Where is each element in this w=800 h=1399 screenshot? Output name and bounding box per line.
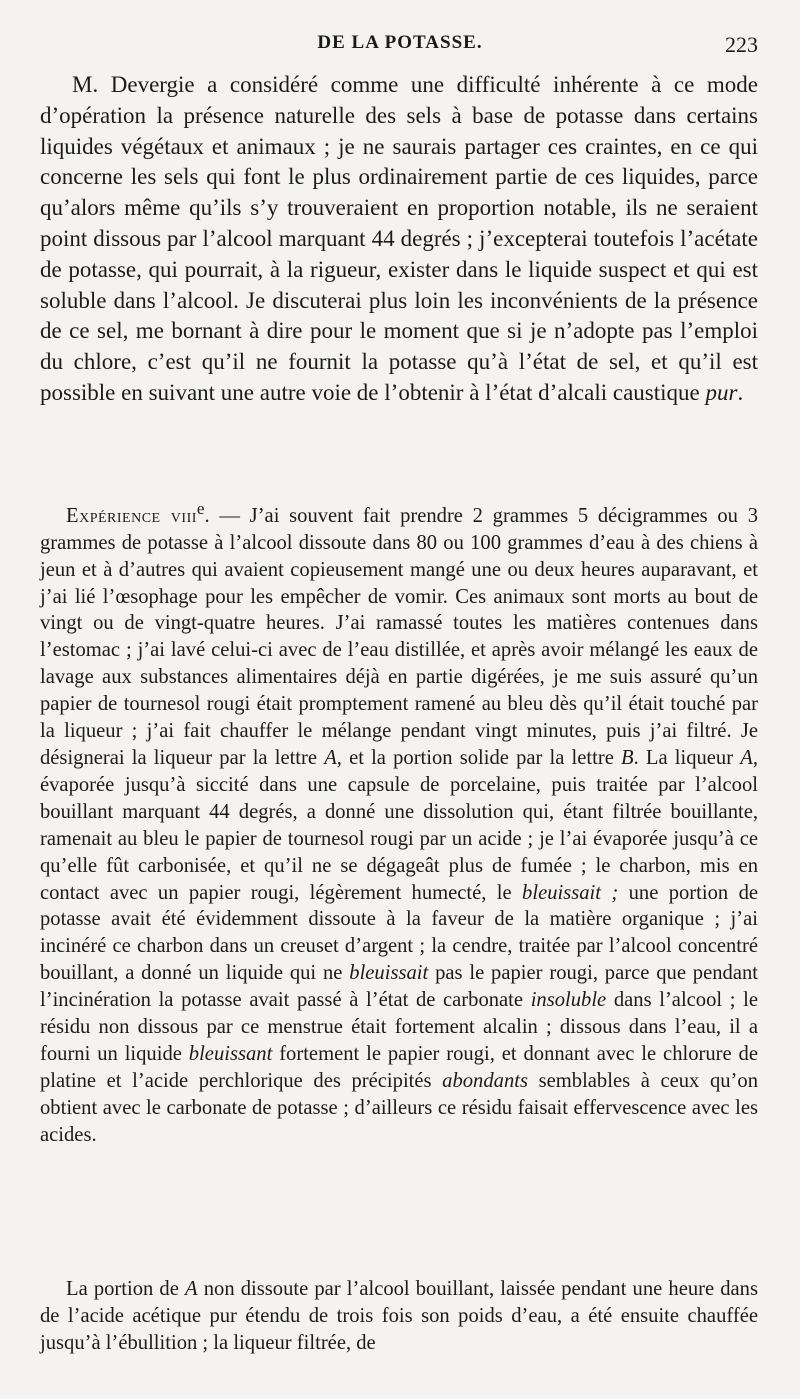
experience-heading-sup: e: [196, 499, 205, 518]
paragraph-text: dans l’alcool ; le résidu non dissous par ce menstrue était fortement alcalin ; dissous dans l’eau, il a fourni un liquide: [40, 989, 758, 1065]
italic-letter-a: A: [740, 747, 753, 770]
paragraph-text: . La liqueur: [633, 747, 734, 770]
italic-word-bleuissait: bleuissait ;: [522, 881, 619, 904]
paragraph-text: non dissoute par l’alcool bouillant, laissée pendant une heure dans de l’acide acétique pur étendu de trois fois son poids d’eau, a été ensuite chauffée jusqu’à l’ébullition ; la liqueur filtrée, de: [40, 1278, 758, 1354]
page-header: [40, 32, 760, 66]
paragraph-end-punct: .: [737, 379, 744, 405]
italic-word-bleuissant: bleuissant: [188, 1042, 273, 1065]
paragraph-text: , évaporée jusqu’à siccité dans une capsule de porcelaine, puis traitée par l’alcool bouillant marquant 44 degrés, a donné une dissolution qui, étant filtrée bouillante, ramenait au bleu le papier de tournesol rougi par un acide ; je l’ai évaporée jusqu’à ce qu’elle fût carbonisée, et qu’il ne se dégageât plus de fumée ; le charbon, mis en contact avec un papier rougi, légèrement humecté, le: [40, 747, 758, 904]
italic-letter-b: B: [621, 747, 634, 770]
paragraph-text: . — J’ai souvent fait prendre 2 grammes 5 décigrammes ou 3 grammes de potasse à l’alcool dissoute dans 80 ou 100 grammes d’eau à des chiens à jeun et à d’autres qui avaient copieusement mangé une ou deux heures auparavant, et j’ai lié l’œsophage pour les empêcher de vomir. Ces animaux sont morts au bout de vingt ou de vingt-quatre heures. J’ai ramassé toutes les matières contenues dans l’estomac ; j’ai lavé celui-ci avec de l’eau distillée, et après avoir mélangé les eaux de lavage aux substances alimentaires déjà en partie digérées, je me suis assuré qu’un papier de tournesol rougi était promptement ramené au bleu dès qu’il était touché par la liqueur ; j’ai fait chauffer le mélange pendant vingt minutes, puis j’ai filtré. Je désignerai la liqueur par la lettre: [40, 504, 758, 770]
page-number: 223: [725, 32, 758, 57]
paragraph-text: , et la portion solide par la lettre: [336, 747, 614, 770]
paragraph-text: fortement le papier rougi, et donnant avec le chlorure de platine et l’acide perchlorique des précipités: [40, 1042, 758, 1092]
italic-letter-a: A: [185, 1278, 198, 1300]
paragraph-text: pas le papier rougi, parce que pendant l’incinération la potasse avait passé à l’état de carbonate: [40, 962, 758, 1012]
paragraph-experience-viii: [40, 496, 758, 1149]
italic-word-insoluble: insoluble: [530, 989, 607, 1012]
running-head: DE LA POTASSE.: [317, 32, 483, 53]
italic-word-abondants: abondants: [442, 1069, 528, 1092]
paragraph-text: semblables à ceux qu’on obtient avec le carbonate de potasse ; d’ailleurs ce résidu faisait effervescence avec les acides.: [40, 1069, 758, 1146]
italic-letter-a: A: [324, 747, 337, 770]
paragraph-text: La portion de: [66, 1278, 179, 1300]
italic-word-pur: pur: [705, 379, 738, 405]
paragraph-portion-a: [40, 1276, 758, 1357]
paragraph-devergie: [40, 70, 758, 409]
italic-word-bleuissait: bleuissait: [349, 962, 429, 985]
experience-heading: Expérience viii: [66, 504, 197, 527]
paragraph-text: M. Devergie a considéré comme une difficulté inhérente à ce mode d’opération la présence naturelle des sels à base de potasse dans certains liquides végétaux et animaux ; je ne saurais partager ces craintes, en ce qui concerne les sels qui font le plus ordinairement partie de ces liquides, parce qu’alors même qu’ils s’y trouveraient en proportion notable, ils ne seraient point dissous par l’alcool marquant 44 degrés ; j’excepterai toutefois l’acétate de potasse, qui pourrait, à la rigueur, exister dans le liquide suspect et qui est soluble dans l’alcool. Je discuterai plus loin les inconvénients de la présence de ce sel, me bornant à dire pour le moment que si je n’adopte pas l’emploi du chlore, c’est qu’il ne fournit la potasse qu’à l’état de sel, et qu’il est possible en suivant une autre voie de l’obtenir à l’état d’alcali caustique: [40, 72, 758, 405]
paragraph-text: une portion de potasse avait été évidemment dissoute à la faveur de la matière organique ; j’ai incinéré ce charbon dans un creuset d’argent ; la cendre, traitée par l’alcool concentré bouillant, a donné un liquide qui ne: [40, 881, 759, 985]
